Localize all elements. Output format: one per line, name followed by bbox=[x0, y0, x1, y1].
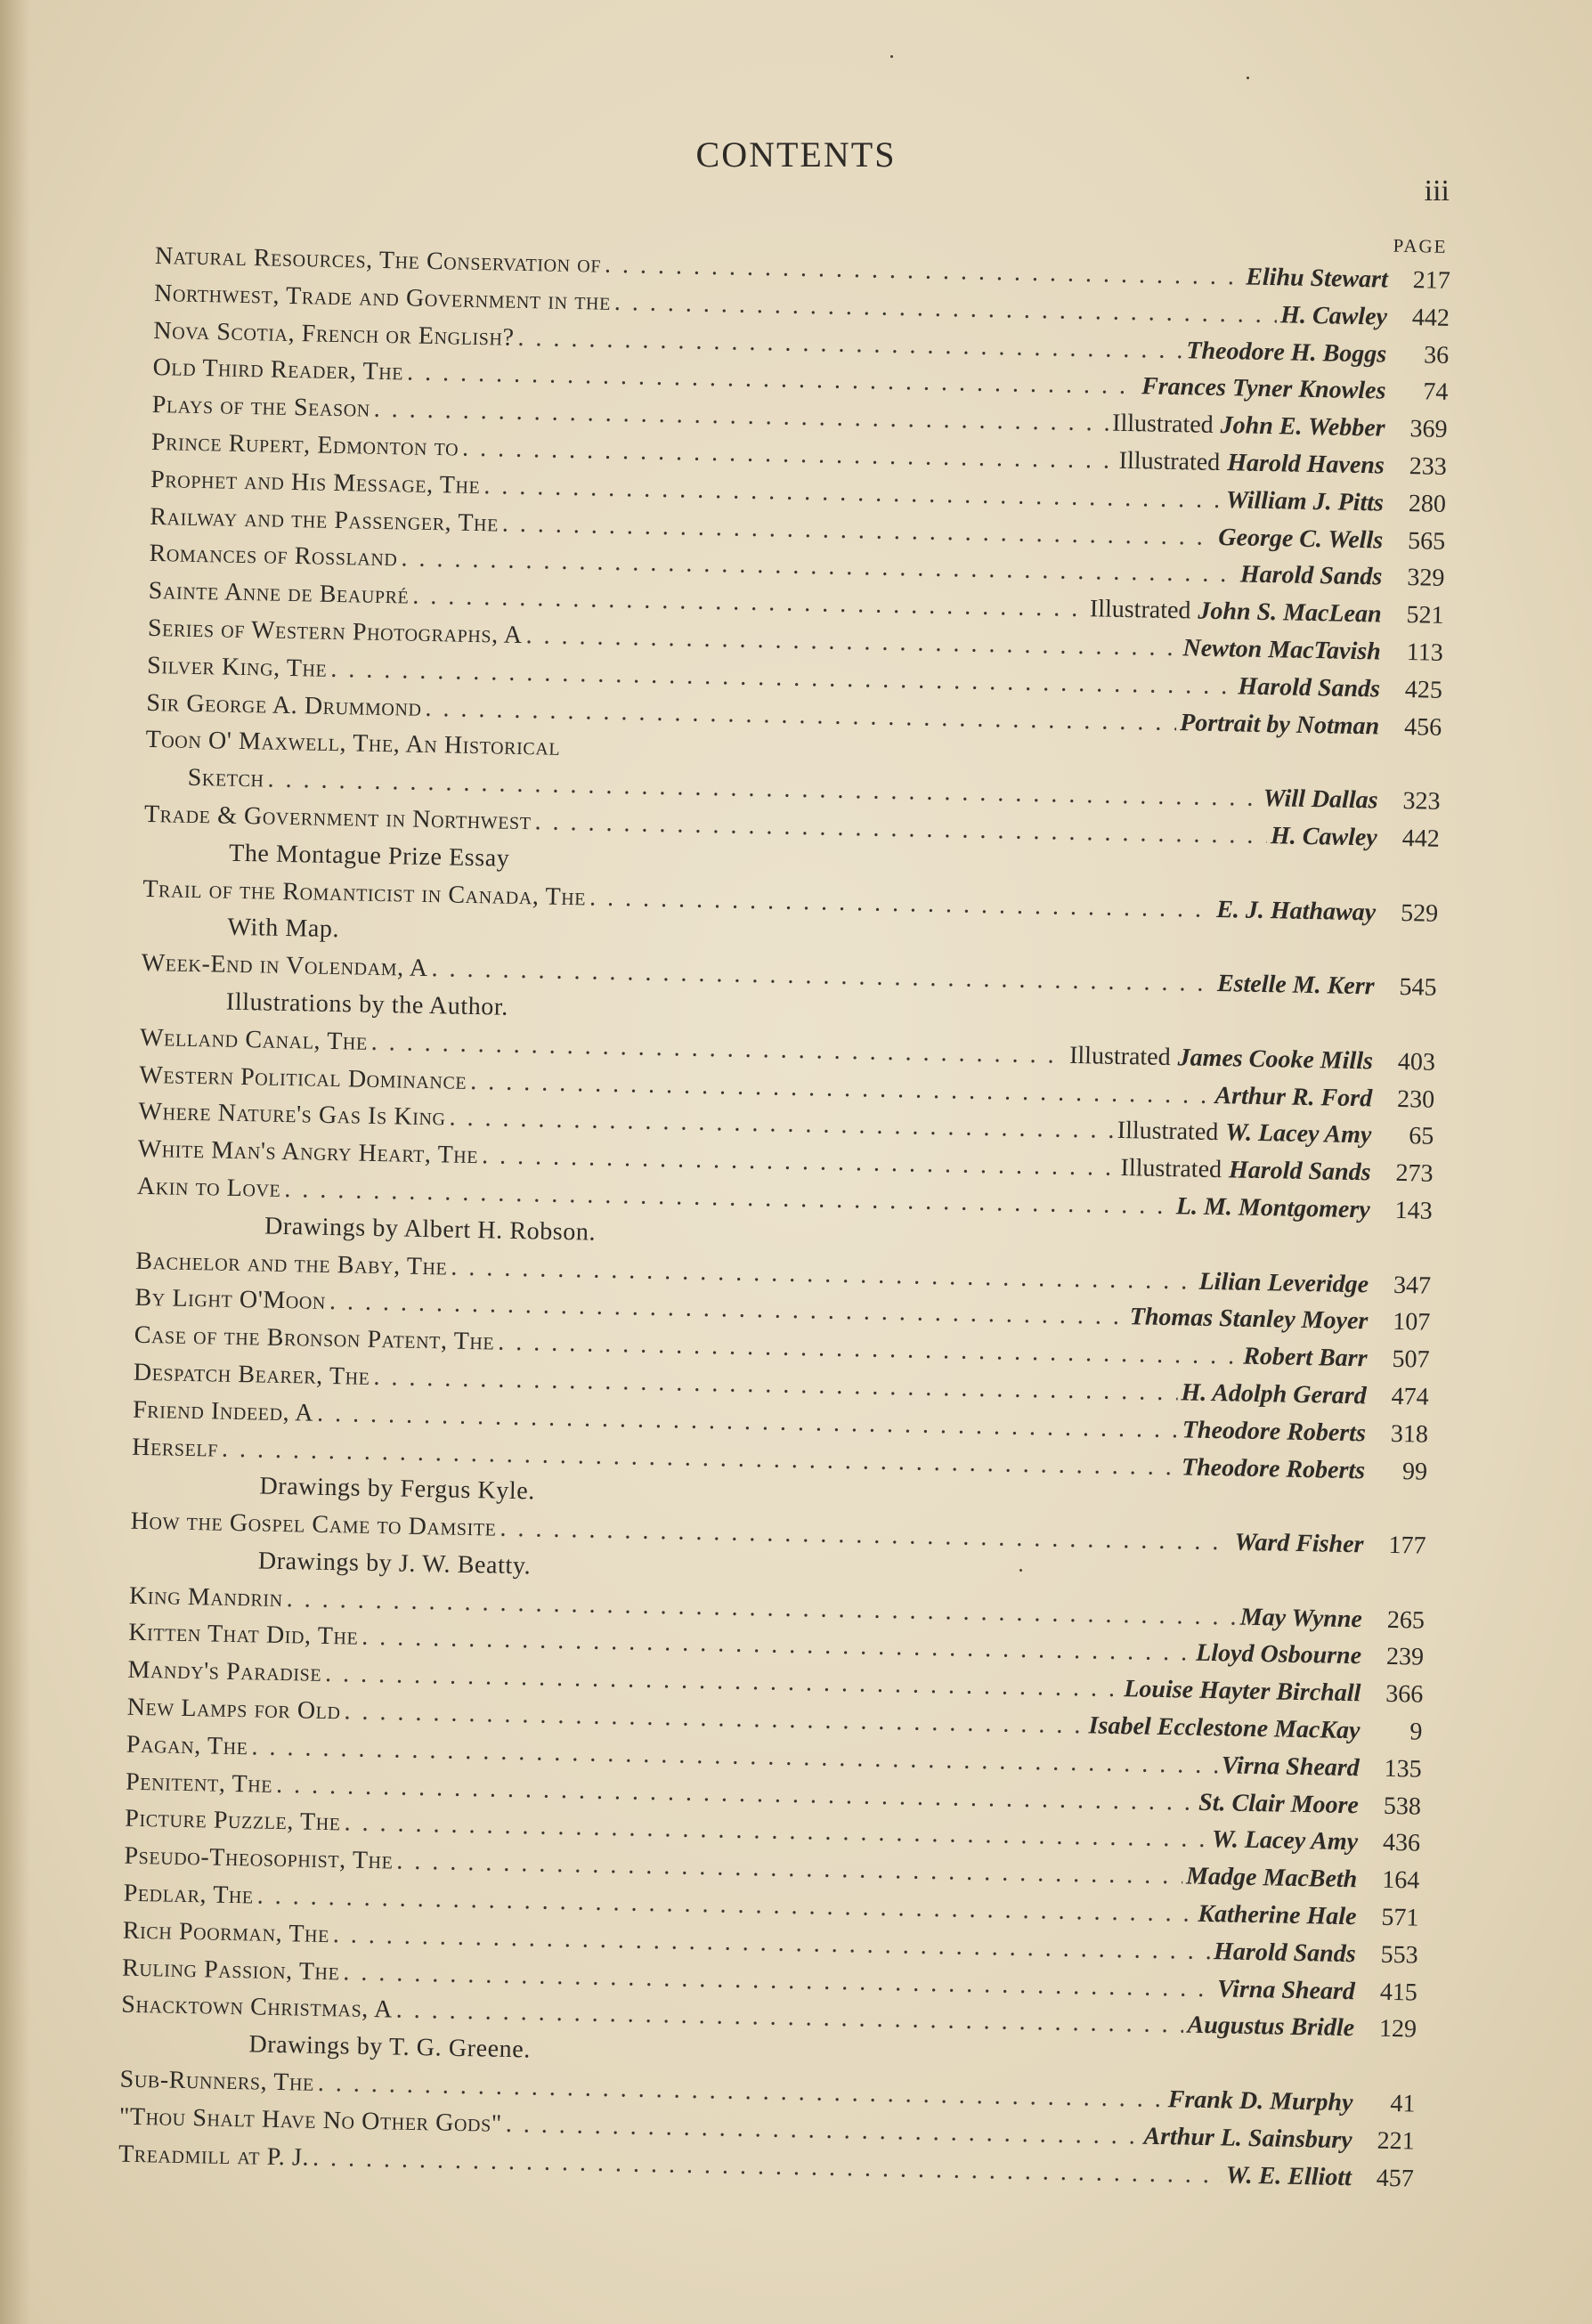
entry-page-number: 507 bbox=[1392, 1345, 1430, 1374]
entry-author: John E. Webber bbox=[1220, 411, 1385, 443]
entry-page-number: 65 bbox=[1409, 1122, 1434, 1151]
entry-title: Shacktown Christmas, A bbox=[121, 1991, 394, 2024]
entry-note: Illustrations by the Author. bbox=[225, 987, 509, 1021]
entry-author: William J. Pitts bbox=[1225, 485, 1385, 517]
entry-page-number: 230 bbox=[1396, 1085, 1435, 1114]
entry-title: How the Gospel Came to Damsite bbox=[130, 1507, 497, 1542]
entries bbox=[118, 238, 1450, 2198]
illustrated-note: Illustrated bbox=[1120, 1154, 1222, 1184]
entry-title: Case of the Bronson Patent, The bbox=[134, 1320, 495, 1356]
entry-page-number: 545 bbox=[1399, 973, 1437, 1002]
entry-page-number: 129 bbox=[1378, 2015, 1417, 2044]
paper-speck bbox=[890, 55, 893, 58]
paper-speck bbox=[1019, 1569, 1022, 1572]
entry-author: H. Cawley bbox=[1279, 301, 1388, 331]
entry-page-number: 442 bbox=[1411, 303, 1450, 332]
entry-author: Theodore Roberts bbox=[1181, 1452, 1366, 1484]
entry-author: Arthur R. Ford bbox=[1214, 1081, 1373, 1112]
entry-author: Ward Fisher bbox=[1234, 1528, 1364, 1559]
entry-title: Kitten That Did, The bbox=[128, 1619, 359, 1652]
entry-page-number bbox=[1378, 771, 1441, 772]
entry-title: Akin to Love bbox=[136, 1172, 281, 1203]
page-number: iii bbox=[1424, 175, 1450, 207]
page-title: CONTENTS bbox=[695, 134, 897, 175]
entry-title: King Mandrin bbox=[128, 1581, 284, 1613]
entry-title: New Lamps for Old bbox=[126, 1693, 341, 1726]
entry-author: W. Lacey Amy bbox=[1224, 1118, 1372, 1150]
entry-page-number: 143 bbox=[1394, 1196, 1434, 1225]
entry-title: Series of Western Photographs, A bbox=[147, 614, 523, 649]
entry-title: Northwest, Trade and Government in the bbox=[153, 279, 612, 316]
entry-title: Penitent, The bbox=[125, 1767, 273, 1799]
contents-list bbox=[118, 211, 1451, 2198]
entry-page-number: 571 bbox=[1381, 1903, 1419, 1932]
entry-title: Welland Canal, The bbox=[139, 1023, 369, 1056]
entry-page-number: 41 bbox=[1390, 2090, 1416, 2118]
illustrated-note: Illustrated bbox=[1117, 1117, 1219, 1147]
entry-author: Madge MacBeth bbox=[1185, 1862, 1358, 1894]
entry-title: Toon O' Maxwell, The, An Historical bbox=[145, 726, 561, 762]
illustrated-note: Illustrated bbox=[1089, 595, 1191, 625]
entry-author: Isabel Ecclestone MacKay bbox=[1088, 1711, 1361, 1745]
entry-title: Nova Scotia, French or English? bbox=[153, 316, 515, 352]
entry-author: Estelle M. Kerr bbox=[1216, 970, 1375, 1001]
entry-title: Pseudo-Theosophist, The bbox=[124, 1841, 394, 1875]
entry-page-number bbox=[1364, 1515, 1426, 1516]
entry-page-number: 323 bbox=[1402, 787, 1441, 816]
entry-page-number: 425 bbox=[1404, 675, 1443, 704]
page-column-label: PAGE bbox=[1393, 234, 1448, 257]
paper-speck bbox=[1247, 77, 1249, 79]
entry-page-number: 177 bbox=[1388, 1531, 1426, 1560]
entry-page-number: 538 bbox=[1383, 1792, 1422, 1821]
entry-author: Lloyd Osbourne bbox=[1195, 1639, 1362, 1670]
entry-page-number: 474 bbox=[1391, 1382, 1429, 1411]
entry-title: Prophet and His Message, The bbox=[150, 465, 481, 500]
entry-author: H. Cawley bbox=[1270, 822, 1378, 852]
entry-author: Harold Havens bbox=[1226, 449, 1385, 480]
entry-author: John S. MacLean bbox=[1198, 597, 1382, 629]
entry-page-number: 329 bbox=[1407, 564, 1445, 593]
entry-page-number bbox=[1375, 957, 1437, 958]
entry-note: Drawings by T. G. Greene. bbox=[248, 2030, 532, 2064]
entry-page-number: 415 bbox=[1379, 1978, 1418, 2007]
entry-title: Sainte Anne de Beaupré bbox=[148, 577, 410, 610]
entry-page-number: 113 bbox=[1406, 638, 1444, 667]
entry-note: The Montague Prize Essay bbox=[228, 839, 510, 873]
entry-page-number: 457 bbox=[1376, 2164, 1415, 2193]
entry-author: W. E. Elliott bbox=[1225, 2161, 1352, 2191]
entry-page-number: 280 bbox=[1408, 489, 1447, 518]
entry-title: Old Third Reader, The bbox=[152, 353, 404, 386]
entry-author: Virna Sheard bbox=[1216, 1974, 1356, 2005]
entry-note: Drawings by Fergus Kyle. bbox=[259, 1472, 536, 1506]
entry-author: James Cooke Mills bbox=[1177, 1043, 1374, 1076]
entry-author: Harold Sands bbox=[1238, 672, 1381, 703]
entry-title: Where Nature's Gas Is King bbox=[138, 1098, 446, 1132]
entry-author: St. Clair Moore bbox=[1198, 1788, 1360, 1819]
binding-shadow bbox=[0, 0, 30, 2324]
entry-title: Railway and the Passenger, The bbox=[150, 502, 500, 538]
entry-page-number: 456 bbox=[1403, 712, 1442, 742]
entry-page-number: 265 bbox=[1386, 1605, 1425, 1635]
entry-author: Thomas Stanley Moyer bbox=[1129, 1303, 1369, 1336]
entry-page-number: 347 bbox=[1393, 1271, 1432, 1300]
entry-author: Theodore Roberts bbox=[1182, 1416, 1367, 1448]
entry-author: Theodore H. Boggs bbox=[1186, 336, 1387, 369]
entry-title: Prince Rupert, Edmonton to bbox=[150, 427, 459, 462]
entry-page-number: 99 bbox=[1401, 1457, 1428, 1486]
entry-page-number: 529 bbox=[1400, 898, 1439, 928]
entry-page-number: 553 bbox=[1380, 1940, 1418, 1970]
entry-page-number: 565 bbox=[1407, 526, 1446, 556]
entry-title: Sketch bbox=[187, 763, 264, 793]
entry-author: Virna Sheard bbox=[1221, 1751, 1360, 1783]
entry-page-number: 436 bbox=[1382, 1829, 1421, 1858]
entry-title: Natural Resources, The Conservation of bbox=[154, 241, 602, 279]
entry-title: Sub-Runners, The bbox=[119, 2065, 315, 2097]
entry-author: Will Dallas bbox=[1263, 784, 1378, 815]
entry-title: Romances of Rossland bbox=[149, 540, 398, 573]
entry-author: H. Adolph Gerard bbox=[1181, 1378, 1368, 1410]
entry-author: Robert Barr bbox=[1242, 1342, 1368, 1373]
entry-page-number: 107 bbox=[1393, 1308, 1431, 1337]
entry-title: Plays of the Season bbox=[151, 391, 371, 423]
entry-title: Mandy's Paradise bbox=[127, 1655, 322, 1688]
entry-page-number: 221 bbox=[1377, 2126, 1415, 2156]
entry-title: Friend Indeed, A bbox=[132, 1395, 314, 1427]
entry-title: Treadmill at P. J. bbox=[118, 2140, 310, 2172]
entry-author: Augustus Bridle bbox=[1187, 2011, 1355, 2043]
entry-page-number: 403 bbox=[1397, 1047, 1436, 1077]
entry-title: Week-End in Volendam, A bbox=[141, 948, 428, 983]
entry-page-number: 521 bbox=[1406, 601, 1444, 630]
illustrated-note: Illustrated bbox=[1118, 446, 1221, 476]
entry-page-number bbox=[1374, 1031, 1436, 1032]
entry-title: Sir George A. Drummond bbox=[146, 688, 422, 722]
entry-author: Elihu Stewart bbox=[1245, 263, 1389, 294]
entry-note: Drawings by J. W. Beatty. bbox=[257, 1547, 532, 1580]
entry-author: Frank D. Murphy bbox=[1167, 2085, 1353, 2117]
entry-page-number: 442 bbox=[1401, 824, 1441, 853]
entry-author: W. Lacey Amy bbox=[1211, 1825, 1359, 1857]
dot-leader bbox=[599, 1239, 1366, 1255]
entry-page-number: 9 bbox=[1409, 1718, 1423, 1746]
entry-page-number: 74 bbox=[1423, 378, 1449, 407]
entry-page-number: 318 bbox=[1390, 1419, 1429, 1449]
entry-author: May Wynne bbox=[1239, 1603, 1363, 1633]
entry-title: Trade & Government in Northwest bbox=[143, 800, 532, 836]
illustrated-note: Illustrated bbox=[1111, 409, 1214, 440]
entry-title: "Thou Shalt Have No Other Gods" bbox=[118, 2102, 503, 2138]
entry-note: Drawings by Albert H. Robson. bbox=[264, 1212, 597, 1247]
entry-title: Herself bbox=[132, 1433, 219, 1463]
entry-page-number bbox=[1377, 882, 1439, 883]
entry-title: White Man's Angry Heart, The bbox=[137, 1134, 479, 1170]
entry-author: Harold Sands bbox=[1239, 560, 1383, 591]
entry-page-number: 273 bbox=[1395, 1159, 1434, 1188]
illustrated-note: Illustrated bbox=[1068, 1041, 1171, 1071]
entry-author: Portrait by Notman bbox=[1179, 708, 1380, 741]
entry-author: Harold Sands bbox=[1213, 1938, 1356, 1969]
entry-page-number: 217 bbox=[1412, 266, 1451, 295]
entry-author: George C. Wells bbox=[1218, 523, 1384, 555]
entry-author: Louise Hayter Birchall bbox=[1124, 1675, 1361, 1708]
entry-title: By Light O'Moon bbox=[134, 1284, 327, 1316]
entry-author: Harold Sands bbox=[1228, 1156, 1371, 1187]
entry-author: E. J. Hathaway bbox=[1215, 895, 1377, 926]
entry-author: L. M. Montgomery bbox=[1175, 1192, 1371, 1224]
entry-page-number: 164 bbox=[1381, 1866, 1420, 1895]
entry-page-number: 369 bbox=[1409, 415, 1448, 444]
entry-page-number: 233 bbox=[1409, 452, 1448, 481]
entry-author: Newton MacTavish bbox=[1182, 634, 1382, 666]
entry-author: Arthur L. Sainsbury bbox=[1143, 2122, 1352, 2155]
entry-author: Lilian Leveridge bbox=[1198, 1267, 1369, 1298]
entry-page-number: 135 bbox=[1384, 1754, 1422, 1784]
entry-title: Silver King, The bbox=[146, 651, 328, 683]
entry-page-number: 36 bbox=[1423, 340, 1450, 370]
entry-page-number: 239 bbox=[1385, 1643, 1425, 1672]
entry-title: Despatch Bearer, The bbox=[133, 1358, 370, 1391]
entry-author: Katherine Hale bbox=[1198, 1899, 1357, 1931]
entry-title: Rich Poorman, The bbox=[122, 1916, 330, 1948]
entry-page-number bbox=[1353, 2073, 1416, 2074]
entry-note: With Map. bbox=[227, 914, 340, 944]
entry-title: Ruling Passion, The bbox=[121, 1954, 340, 1986]
entry-page-number bbox=[1363, 1589, 1425, 1590]
entry-title: Picture Puzzle, The bbox=[125, 1805, 341, 1837]
entry-page-number: 366 bbox=[1385, 1680, 1424, 1709]
entry-title: Pedlar, The bbox=[123, 1879, 255, 1910]
entry-title: Bachelor and the Baby, The bbox=[135, 1247, 448, 1281]
entry-author: Frances Tyner Knowles bbox=[1141, 372, 1386, 405]
entry-title: Pagan, The bbox=[126, 1730, 248, 1761]
entry-title: Trail of the Romanticist in Canada, The bbox=[142, 874, 587, 911]
entry-title: Western Political Dominance bbox=[139, 1060, 467, 1095]
